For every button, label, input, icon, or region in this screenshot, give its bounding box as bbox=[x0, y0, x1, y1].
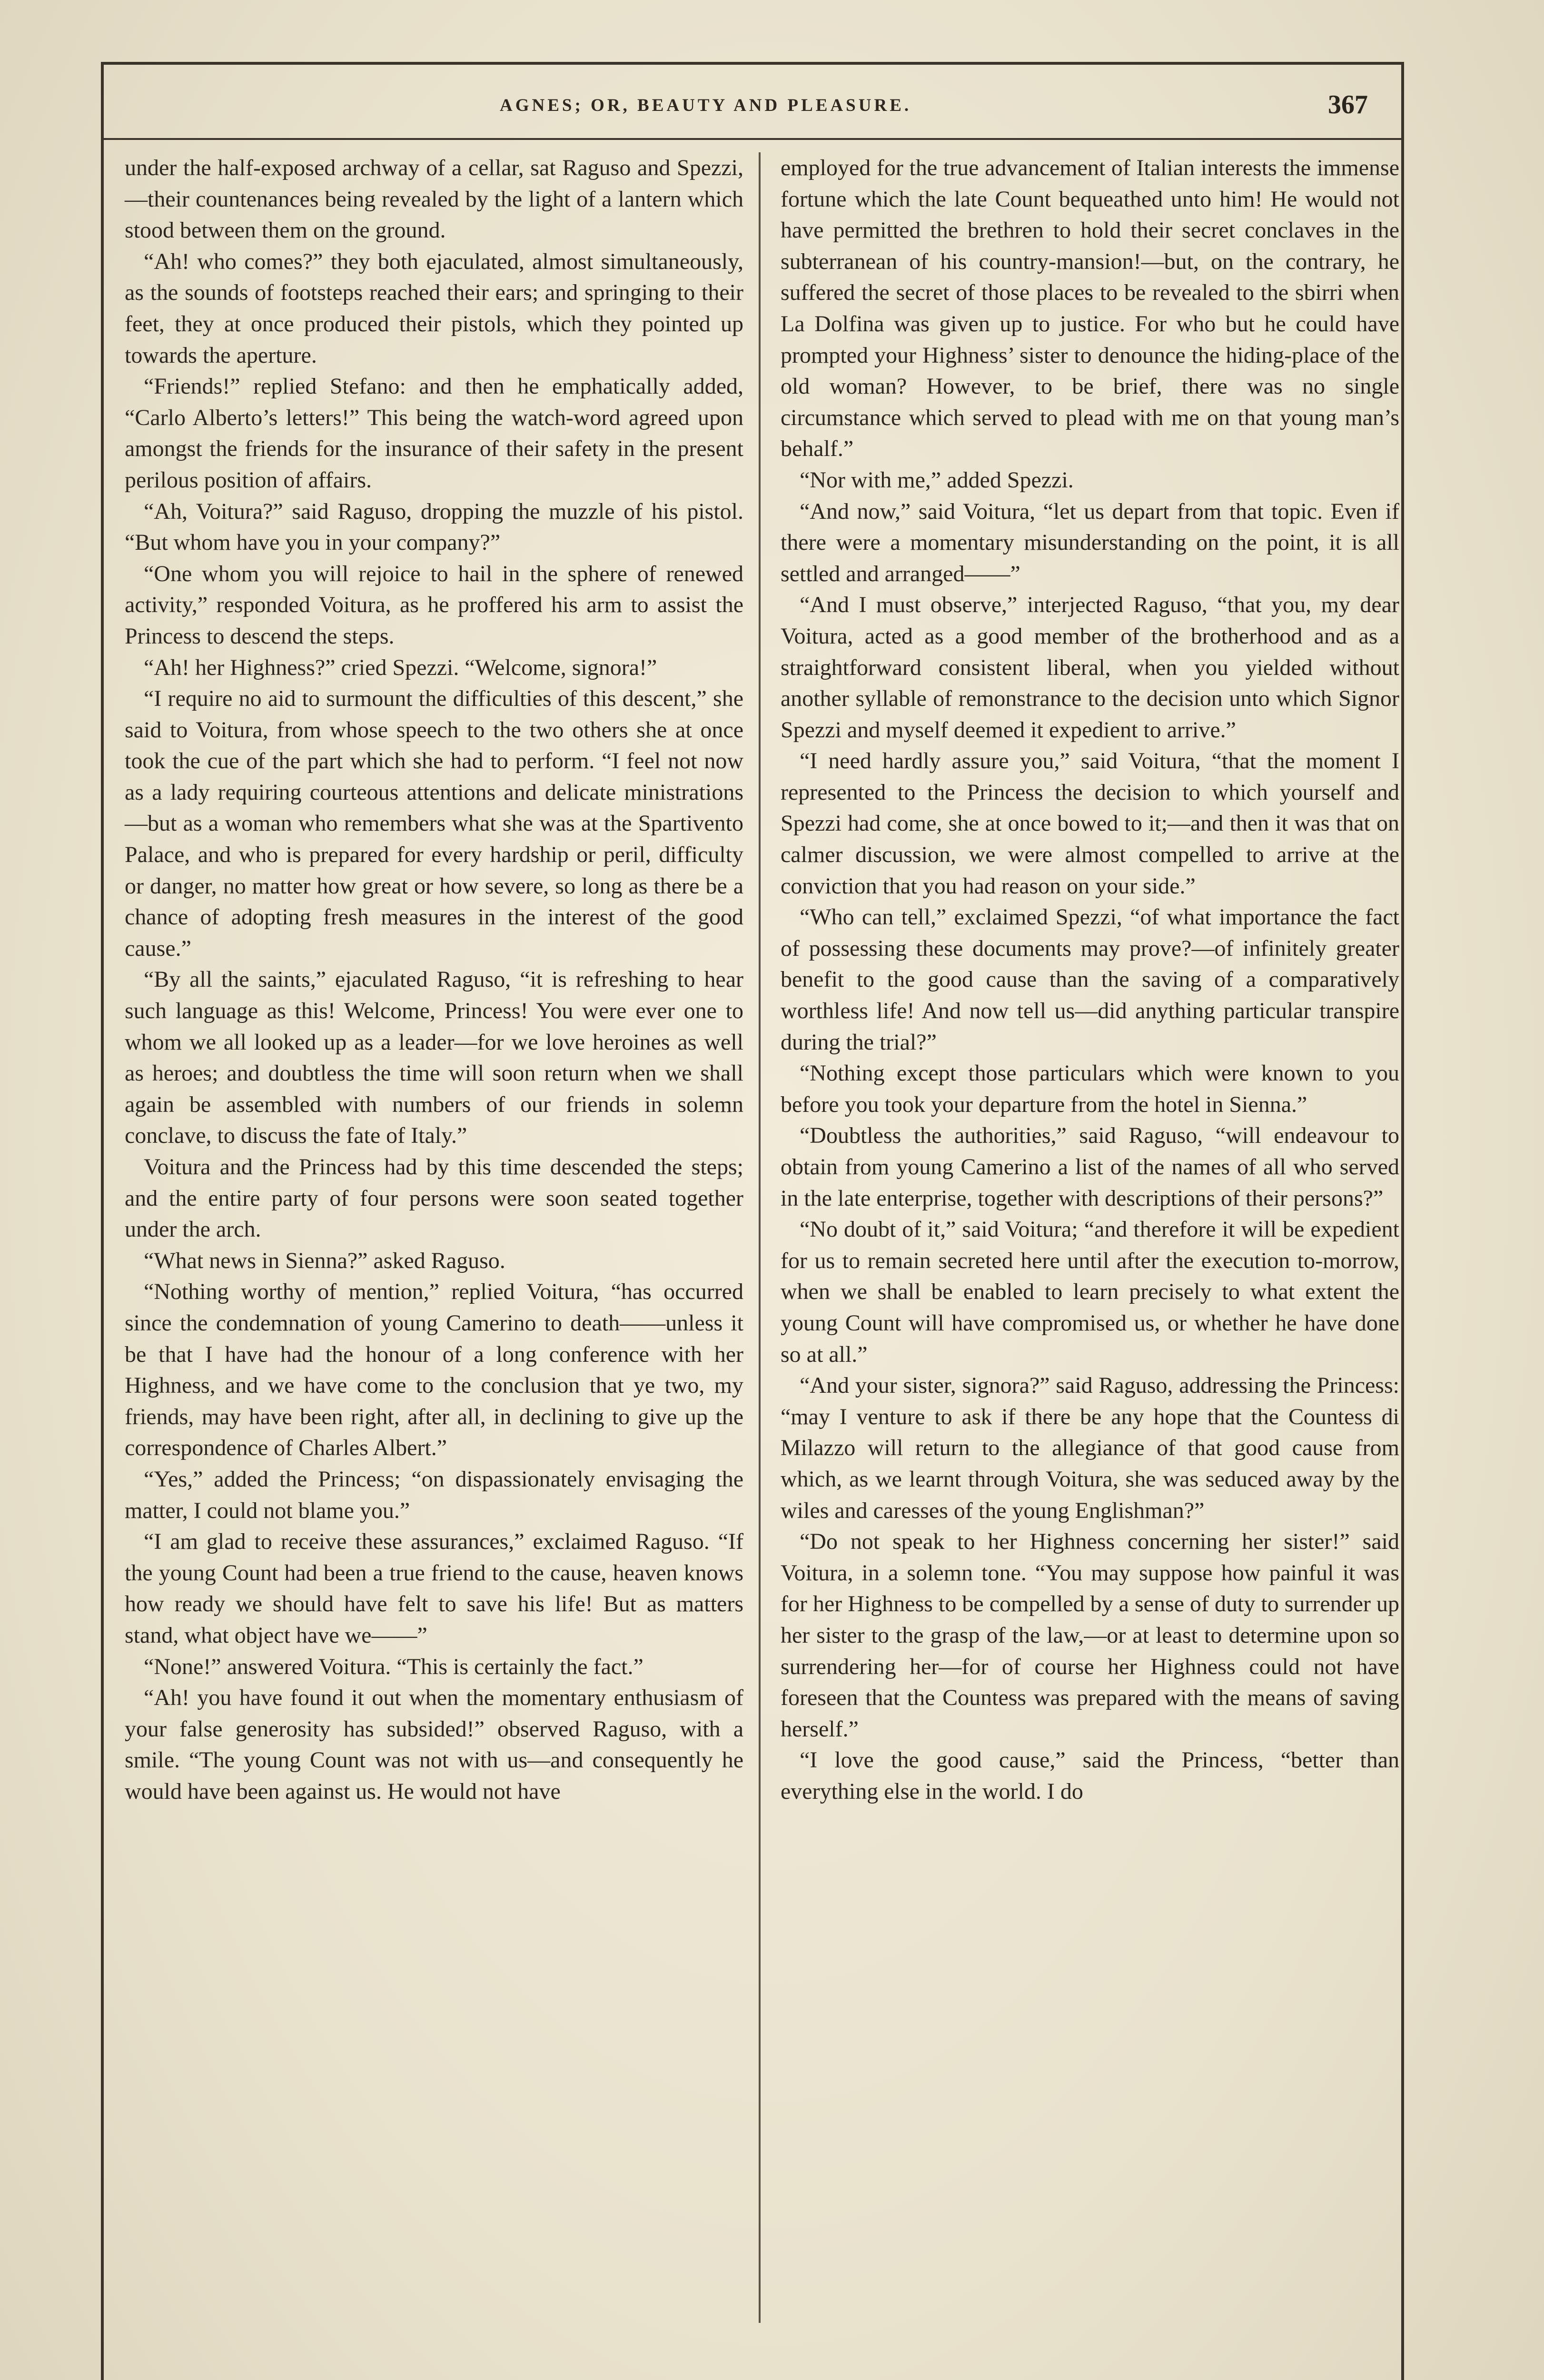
paragraph: “Ah! you have found it out when the momentary enthusiasm of your false generosity has subsided!” observed Raguso, with a smile. “The young Count was not with us—and consequently he would have been against us. He would not have bbox=[125, 1685, 743, 1804]
left-border-rule bbox=[101, 62, 104, 2380]
right-border-rule bbox=[1401, 62, 1404, 2380]
paragraph: “And your sister, signora?” said Raguso, addressing the Princess: “may I venture to ask if there be any hope that the Countess di Milazzo will return to the allegiance of that good cause from which, as we learnt through Voitura, she was seduced away by the wiles and caresses of the young Englishman?” bbox=[781, 1373, 1399, 1523]
column-divider bbox=[759, 152, 761, 2323]
paragraph: “I am glad to receive these assurances,” exclaimed Raguso. “If the young Count had been a true friend to the cause, heaven knows how ready we should have felt to save his life! But as matters stand, what object have we——” bbox=[125, 1529, 743, 1648]
paragraph: “Who can tell,” exclaimed Spezzi, “of what importance the fact of possessing these documents may prove?—of infinitely greater benefit to the good cause than the saving of a comparatively worthless life! And now tell us—did anything particular transpire during the trial?” bbox=[781, 904, 1399, 1055]
paragraph: “No doubt of it,” said Voitura; “and therefore it will be expedient for us to remain secreted here until after the execution to-morrow, when we shall be enabled to learn precisely to what extent the young Count will have compromised us, or whether he have done so at all.” bbox=[781, 1217, 1399, 1367]
paragraph: “Ah! who comes?” they both ejaculated, almost simultaneously, as the sounds of footsteps reached their ears; and springing to their feet, they at once produced their pistols, which they pointed up towards the aperture. bbox=[125, 248, 743, 368]
paragraph: “Doubtless the authorities,” said Raguso, “will endeavour to obtain from young Camerino a list of the names of all who served in the late enterprise, together with descriptions of their persons?” bbox=[781, 1123, 1399, 1211]
paragraph: “None!” answered Voitura. “This is certainly the fact.” bbox=[144, 1654, 643, 1679]
paragraph: Voitura and the Princess had by this time descended the steps; and the entire party of four persons were soon seated together under the arch. bbox=[125, 1154, 743, 1242]
paragraph: “Ah, Voitura?” said Raguso, dropping the muzzle of his pistol. “But whom have you in your company?” bbox=[125, 498, 743, 555]
paragraph: “And I must observe,” interjected Raguso, “that you, my dear Voitura, acted as a good member of the brotherhood and as a straightforward consistent liberal, when you yielded without another syllable of remonstrance to the decision unto which Signor Spezzi and myself deemed it expedient to arrive.” bbox=[781, 592, 1399, 743]
paragraph: “Nothing except those particulars which were known to you before you took your departure from the hotel in Sienna.” bbox=[781, 1061, 1399, 1117]
paragraph: “Yes,” added the Princess; “on dispassionately envisaging the matter, I could not blame you.” bbox=[125, 1466, 743, 1523]
top-border-rule bbox=[102, 62, 1404, 65]
page-number: 367 bbox=[1328, 90, 1368, 119]
paragraph: “Ah! her Highness?” cried Spezzi. “Welcome, signora!” bbox=[144, 654, 657, 680]
paragraph: “One whom you will rejoice to hail in the sphere of renewed activity,” responded Voitura, as he proffered his arm to assist the Princess to descend the steps. bbox=[125, 561, 743, 649]
paragraph: “What news in Sienna?” asked Raguso. bbox=[144, 1248, 505, 1273]
paragraph: “And now,” said Voitura, “let us depart from that topic. Even if there were a momentary misunderstanding on the point, it is all settled and arranged——” bbox=[781, 498, 1399, 586]
paragraph: employed for the true advancement of Italian interests the immense fortune which the late Count bequeathed unto him! He would not have permitted the brethren to hold their secret conclaves in the subterranean of his country-mansion!—but, on the contrary, he suffered the secret of those places to be revealed to the sbirri when La Dolfina was given up to justice. For who but he could have prompted your Highness’ sister to denounce the hiding-place of the old woman? However, to be brief, there was no single circumstance which served to plead with me on that young man’s behalf.” bbox=[781, 155, 1399, 462]
paragraph: “Nor with me,” added Spezzi. bbox=[800, 467, 1074, 493]
paragraph: “Do not speak to her Highness concerning her sister!” said Voitura, in a solemn tone. “You may suppose how painful it was for her Highness to be compelled by a sense of duty to surrender up her sister to the grasp of the law,—or at least to determine upon so surrendering her—for of course her Highness could not have foreseen that the Countess was prepared with the means of saving herself.” bbox=[781, 1529, 1399, 1742]
header-rule bbox=[102, 138, 1404, 140]
paragraph: “I require no aid to surmount the difficulties of this descent,” she said to Voitura, from whose speech to the two others she at once took the cue of the part which she had to perform. “I feel not now as a lady requiring courteous attentions and delicate ministrations—but as a woman who remembers what she was at the Spartivento Palace, and who is prepared for every hardship or peril, difficulty or danger, no matter how great or how severe, so long as there be a chance of adopting fresh measures in the interest of the good cause.” bbox=[125, 686, 743, 961]
paragraph: “Friends!” replied Stefano: and then he emphatically added, “Carlo Alberto’s letters!” This being the watch-word agreed upon amongst the friends for the insurance of their safety in the present perilous position of affairs. bbox=[125, 374, 743, 493]
paragraph: under the half-exposed archway of a cellar, sat Raguso and Spezzi,—their countenances being revealed by the light of a lantern which stood between them on the ground. bbox=[125, 155, 743, 243]
paragraph: “I love the good cause,” said the Princess, “better than everything else in the world. I do bbox=[781, 1747, 1399, 1804]
paragraph: “Nothing worthy of mention,” replied Voitura, “has occurred since the condemnation of young Camerino to death——unless it be that I have had the honour of a long conference with her Highness, and we have come to the conclusion that ye two, my friends, may have been right, after all, in declining to give up the correspondence of Charles Albert.” bbox=[125, 1279, 743, 1461]
left-column bbox=[125, 152, 743, 1807]
paragraph: “By all the saints,” ejaculated Raguso, “it is refreshing to hear such language as this! Welcome, Princess! You were ever one to whom we all looked up as a leader—for we love heroines as well as heroes; and doubtless the time will soon return when we shall again be assembled with numbers of our friends in solemn conclave, to discuss the fate of Italy.” bbox=[125, 967, 743, 1149]
right-column bbox=[781, 152, 1399, 1807]
running-head: AGNES; OR, BEAUTY AND PLEASURE. bbox=[500, 96, 912, 115]
paragraph: “I need hardly assure you,” said Voitura, “that the moment I represented to the Princess the decision to which yourself and Spezzi had come, she at once bowed to it;—and then it was that on calmer discussion, we were almost compelled to arrive at the conviction that you had reason on your side.” bbox=[781, 748, 1399, 899]
